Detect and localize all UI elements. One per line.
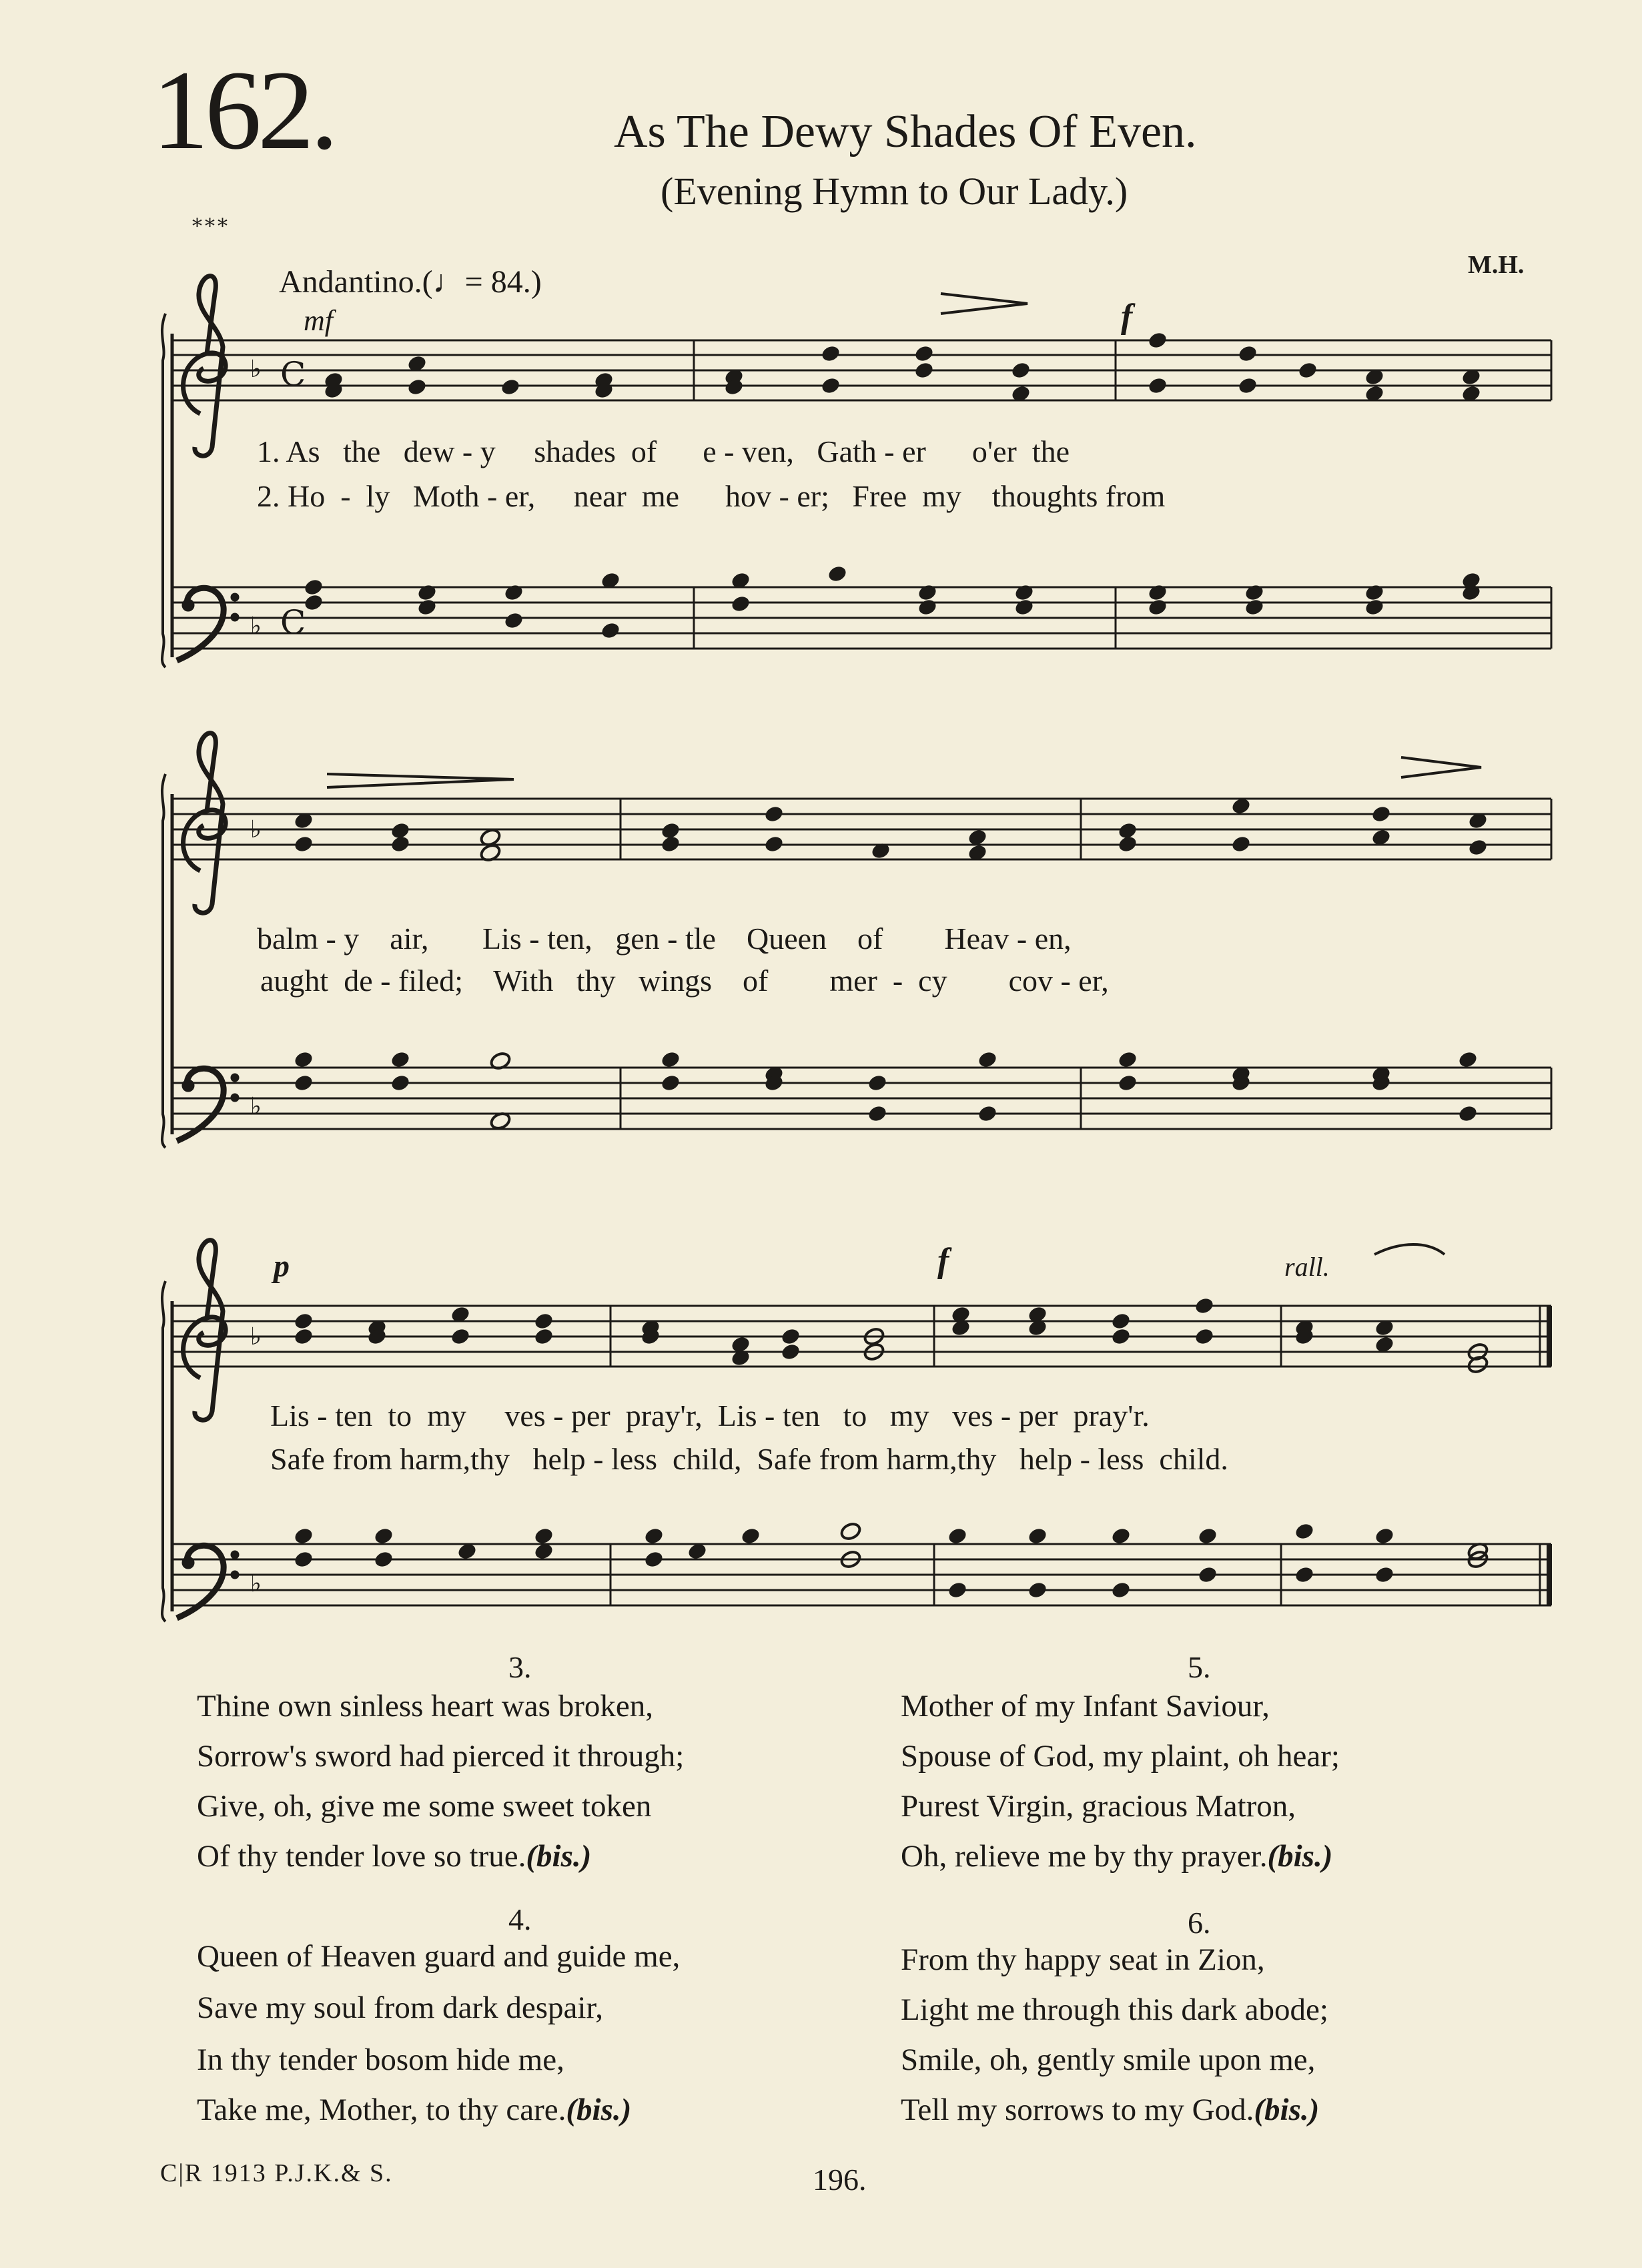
verse-line: Give, oh, give me some sweet token <box>197 1789 652 1824</box>
dynamic-mf: mf <box>304 304 333 337</box>
verse-line: Of thy tender love so true.(bis.) <box>197 1839 592 1874</box>
verse-line: Save my soul from dark despair, <box>197 1990 603 2025</box>
svg-text:C: C <box>280 603 306 642</box>
verse-line: Take me, Mother, to thy care.(bis.) <box>197 2093 632 2127</box>
copyright-notice: C|R 1913 P.J.K.& S. <box>160 2159 393 2187</box>
verse-line: From thy happy seat in Zion, <box>901 1942 1265 1977</box>
svg-text:♭: ♭ <box>250 1323 262 1351</box>
svg-text:C: C <box>280 355 306 394</box>
dynamic-f: f <box>1121 298 1133 336</box>
svg-text:♭: ♭ <box>250 356 262 383</box>
rallentando-marking: rall. <box>1284 1252 1330 1282</box>
bis-marking: (bis.) <box>526 1839 592 1874</box>
verse-line: Spouse of God, my plaint, oh hear; <box>901 1739 1340 1774</box>
hymn-subtitle: (Evening Hymn to Our Lady.) <box>661 169 1128 213</box>
verse-number: 6. <box>1188 1906 1211 1940</box>
svg-text:♭: ♭ <box>250 1570 262 1597</box>
verse-number: 3. <box>508 1650 532 1684</box>
bis-marking: (bis.) <box>1254 2093 1320 2127</box>
verse-line: Thine own sinless heart was broken, <box>197 1689 653 1724</box>
hymn-title: As The Dewy Shades Of Even. <box>614 106 1197 157</box>
verse-line: Mother of my Infant Saviour, <box>901 1689 1270 1724</box>
lyrics-system-1-line-2: 2. Ho - ly Moth - er, near me hov - er; Free my thoughts from <box>257 479 1166 513</box>
verse-line: Oh, relieve me by thy prayer.(bis.) <box>901 1839 1333 1874</box>
verse-line: Queen of Heaven guard and guide me, <box>197 1939 681 1974</box>
verse-line: Purest Virgin, gracious Matron, <box>901 1789 1296 1824</box>
star-marks: *** <box>192 215 230 238</box>
page-number: 196. <box>813 2163 867 2197</box>
lyrics-system-2-line-1: balm - y air, Lis - ten, gen - tle Queen of Heav - en, <box>257 921 1072 956</box>
verse-line: Smile, oh, gently smile upon me, <box>901 2042 1316 2077</box>
lyrics-system-1-line-1: 1. As the dew - y shades of e - ven, Gath - er o'er the <box>257 434 1070 468</box>
verse-number: 4. <box>508 1902 532 1936</box>
verse-line: Tell my sorrows to my God.(bis.) <box>901 2093 1320 2127</box>
verse-line: In thy tender bosom hide me, <box>197 2042 564 2077</box>
system-1 <box>162 276 1551 667</box>
verse-line: Light me through this dark abode; <box>901 1992 1328 2027</box>
bis-marking: (bis.) <box>566 2093 632 2127</box>
tempo-marking: Andantino.(♩= 84.) <box>279 264 542 300</box>
verse-number: 5. <box>1188 1650 1211 1684</box>
bis-marking: (bis.) <box>1267 1839 1333 1874</box>
svg-text:♭: ♭ <box>250 816 262 843</box>
dynamic-p: p <box>274 1248 290 1284</box>
lyrics-system-3-line-1: Lis - ten to my ves - per pray'r, Lis - ten to my ves - per pray'r. <box>270 1399 1150 1433</box>
svg-text:♭: ♭ <box>250 1093 262 1120</box>
lyrics-system-3-line-2: Safe from harm,thy help - less child, Safe from harm,thy help - less child. <box>270 1442 1228 1476</box>
verse-line: Sorrow's sword had pierced it through; <box>197 1739 685 1774</box>
composer-initials: M.H. <box>1468 251 1525 279</box>
lyrics-system-2-line-2: aught de - filed; With thy wings of mer - cy cov - er, <box>260 964 1109 998</box>
dynamic-f-2: f <box>937 1242 949 1280</box>
svg-text:♭: ♭ <box>250 613 262 640</box>
hymn-number: 162. <box>152 47 335 173</box>
